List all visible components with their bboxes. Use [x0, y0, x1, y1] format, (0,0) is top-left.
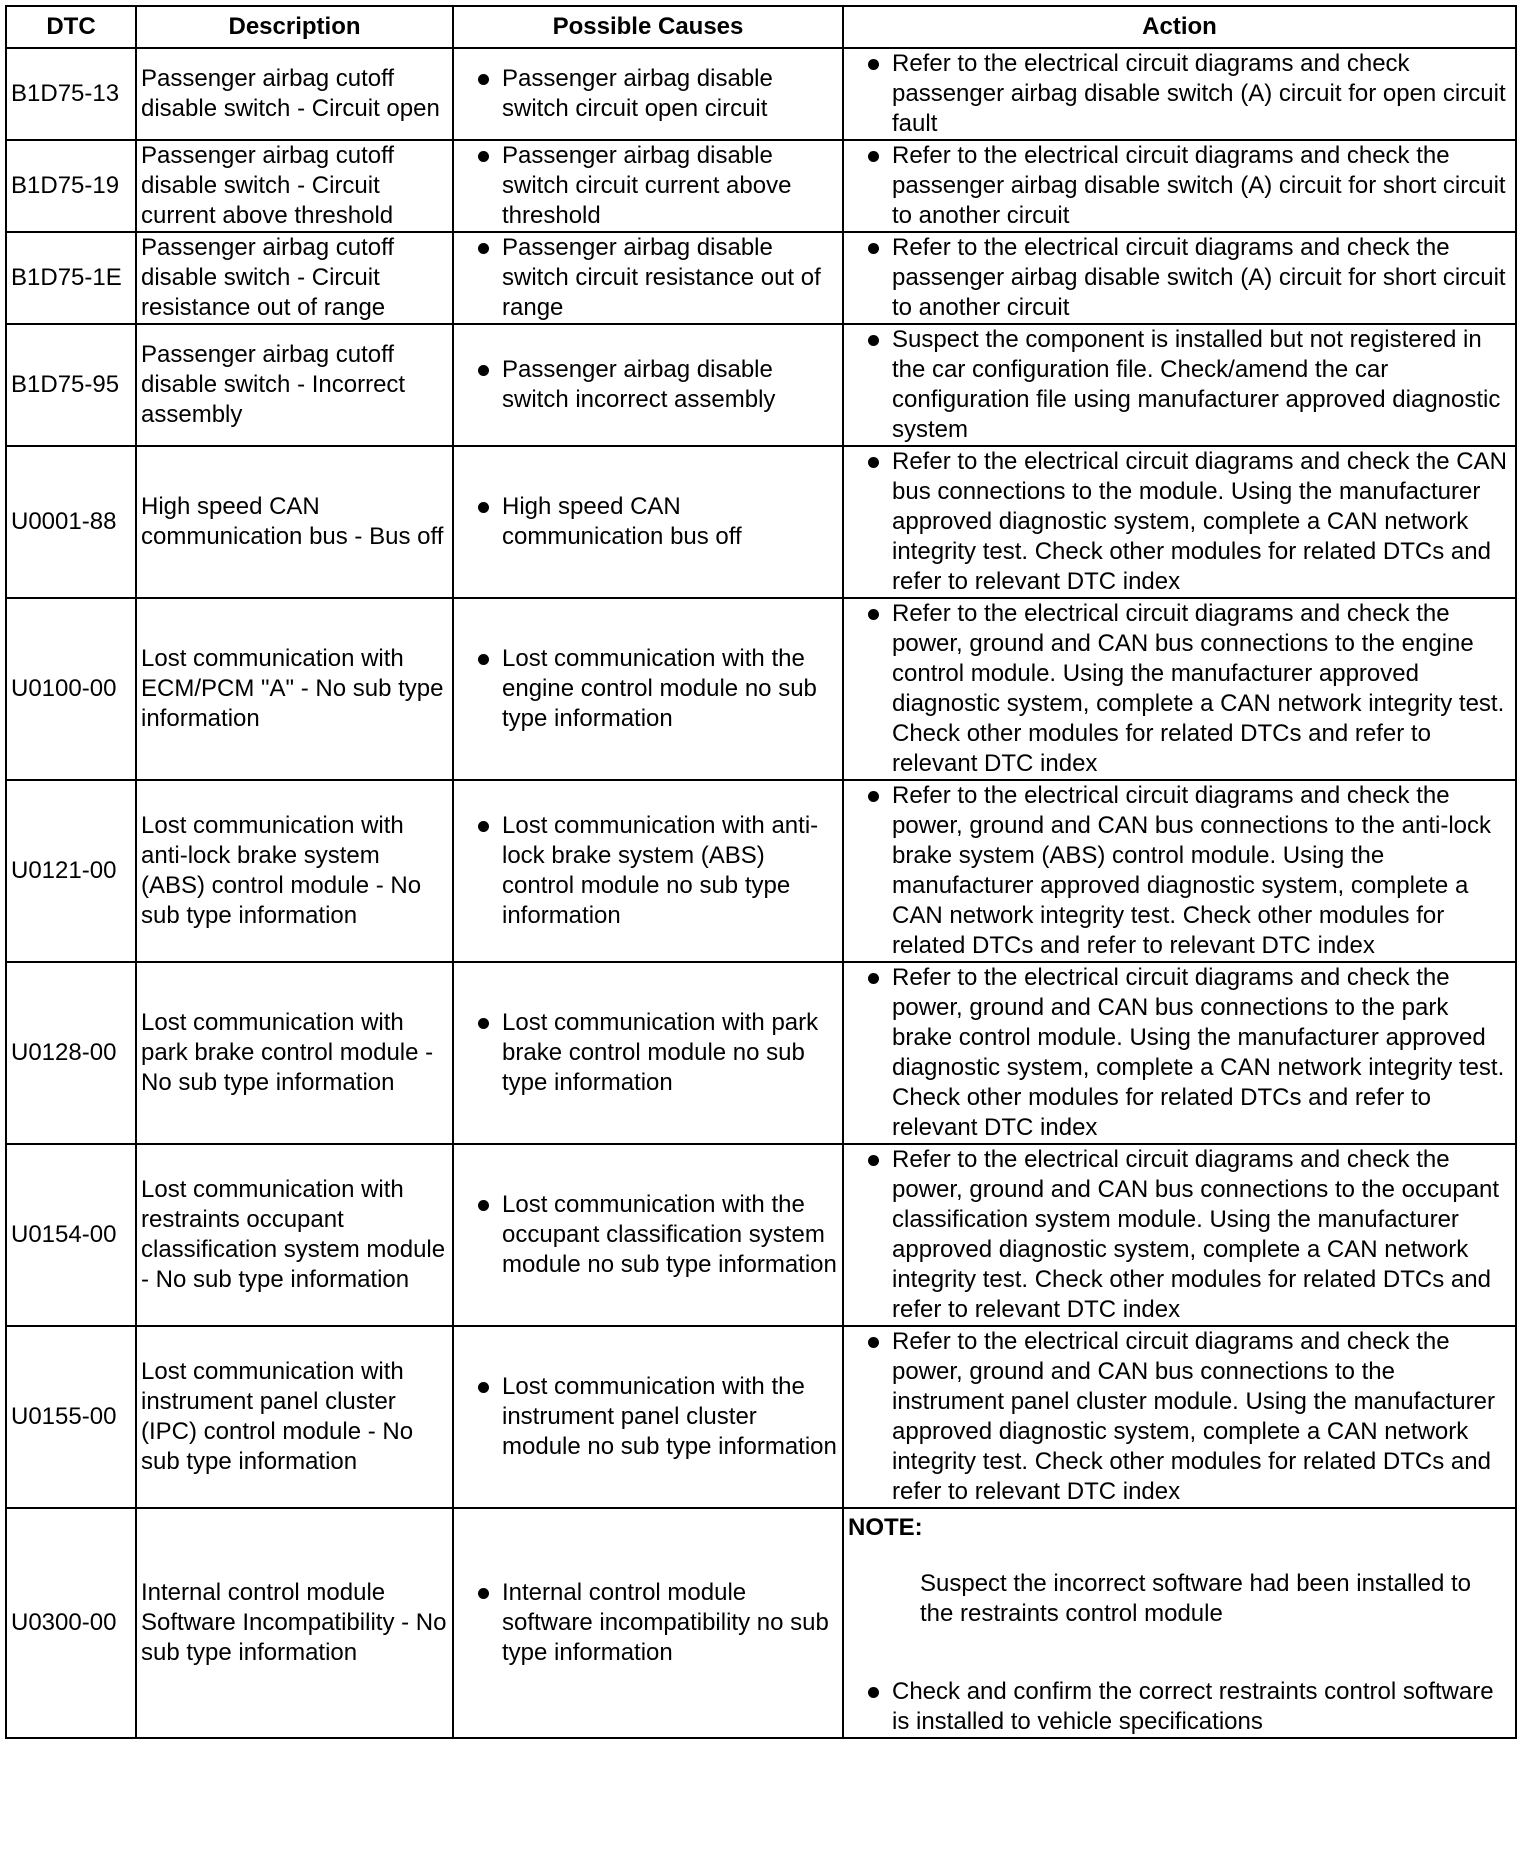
cause-bullet-item [458, 1578, 838, 1668]
cause-text: Passenger airbag disable switch circuit open circuit [502, 65, 773, 122]
cause-bullet-item [458, 141, 838, 231]
bullet-icon [848, 447, 892, 468]
action-bullet-item [848, 781, 1511, 961]
table-row [6, 48, 1516, 140]
note-label: NOTE: [848, 1514, 923, 1541]
action-cell [843, 780, 1516, 962]
action-text: Refer to the electrical circuit diagrams and check the passenger airbag disable switch (A) circuit for short circuit to another circuit [892, 234, 1506, 321]
possible-cause-cell [453, 1144, 843, 1326]
bullet-icon [848, 49, 892, 70]
dtc-code-cell: B1D75-1E [6, 232, 136, 324]
cause-text: Passenger airbag disable switch circuit resistance out of range [502, 234, 821, 321]
possible-cause-cell [453, 780, 843, 962]
table-row [6, 446, 1516, 598]
description-cell: High speed CAN communication bus - Bus off [136, 446, 453, 598]
description-cell: Lost communication with park brake control module - No sub type information [136, 962, 453, 1144]
bullet-icon [458, 1578, 502, 1599]
cause-text: Internal control module software incompatibility no sub type information [502, 1579, 829, 1666]
table-row [6, 232, 1516, 324]
action-bullet-item [848, 233, 1511, 323]
dtc-code-cell: U0100-00 [6, 598, 136, 780]
table-row [6, 1508, 1516, 1738]
dtc-code-cell: U0001-88 [6, 446, 136, 598]
cause-bullet-item [458, 355, 838, 415]
bullet-icon [848, 1327, 892, 1348]
action-bullet-item [848, 1677, 1511, 1737]
action-cell [843, 598, 1516, 780]
description-cell: Passenger airbag cutoff disable switch - Circuit open [136, 48, 453, 140]
table-row [6, 598, 1516, 780]
table-row [6, 1144, 1516, 1326]
dtc-code-cell: U0300-00 [6, 1508, 136, 1738]
header-row [6, 6, 1516, 48]
description-cell: Passenger airbag cutoff disable switch - Circuit current above threshold [136, 140, 453, 232]
action-cell [843, 446, 1516, 598]
bullet-icon [848, 1677, 892, 1698]
dtc-code-cell: B1D75-95 [6, 324, 136, 446]
action-text: Refer to the electrical circuit diagrams and check passenger airbag disable switch (A) circuit for open circuit fault [892, 50, 1506, 137]
dtc-code-cell: B1D75-13 [6, 48, 136, 140]
cause-bullet-item [458, 1372, 838, 1462]
action-bullet-item [848, 599, 1511, 779]
table-row [6, 1326, 1516, 1508]
bullet-icon [458, 355, 502, 376]
action-bullet-item [848, 963, 1511, 1143]
bullet-icon [458, 1372, 502, 1393]
cause-text: High speed CAN communication bus off [502, 493, 742, 550]
bullet-icon [848, 325, 892, 346]
cause-bullet-item [458, 1190, 838, 1280]
action-text: Suspect the component is installed but not registered in the car configuration file. Check/amend the car configuration file using manufacturer approved diagnostic system [892, 326, 1501, 443]
action-cell [843, 232, 1516, 324]
cause-text: Passenger airbag disable switch circuit current above threshold [502, 142, 792, 229]
description-cell: Lost communication with anti-lock brake system (ABS) control module - No sub type information [136, 780, 453, 962]
header-action: Action [843, 6, 1516, 48]
action-text: Refer to the electrical circuit diagrams and check the power, ground and CAN bus connections to the park brake control module. Using the manufacturer approved diagnostic system, complete a CAN network integrity test. Check other modules for related DTCs and refer to relevant DTC index [892, 964, 1505, 1141]
cause-bullet-item [458, 1008, 838, 1098]
description-cell: Passenger airbag cutoff disable switch - Circuit resistance out of range [136, 232, 453, 324]
action-bullet-item [848, 1145, 1511, 1325]
action-cell [843, 1508, 1516, 1738]
bullet-icon [848, 1145, 892, 1166]
action-text: Refer to the electrical circuit diagrams and check the passenger airbag disable switch (A) circuit for short circuit to another circuit [892, 142, 1506, 229]
dtc-code-cell: U0154-00 [6, 1144, 136, 1326]
possible-cause-cell [453, 1326, 843, 1508]
header-description: Description [136, 6, 453, 48]
cause-text: Lost communication with the instrument panel cluster module no sub type information [502, 1373, 837, 1460]
bullet-icon [458, 811, 502, 832]
dtc-code-cell: U0155-00 [6, 1326, 136, 1508]
action-text: Check and confirm the correct restraints control software is installed to vehicle specifications [892, 1678, 1494, 1735]
table-row [6, 324, 1516, 446]
possible-cause-cell [453, 324, 843, 446]
action-bullet-item [848, 141, 1511, 231]
action-text: Refer to the electrical circuit diagrams and check the CAN bus connections to the module. Using the manufacturer approved diagnostic system, complete a CAN network integrity test. Check other modules for related DTCs and refer to relevant DTC index [892, 448, 1507, 595]
bullet-icon [848, 599, 892, 620]
cause-bullet-item [458, 811, 838, 931]
action-cell [843, 140, 1516, 232]
bullet-icon [458, 492, 502, 513]
header-possible-causes: Possible Causes [453, 6, 843, 48]
note-text: Suspect the incorrect software had been installed to the restraints control module [920, 1570, 1471, 1627]
action-bullet-item [848, 447, 1511, 597]
action-text: Refer to the electrical circuit diagrams and check the power, ground and CAN bus connections to the occupant classification system module. Using the manufacturer approved diagnostic system, complete a CAN network integrity test. Check other modules for related DTCs and refer to relevant DTC index [892, 1146, 1500, 1323]
action-cell [843, 1326, 1516, 1508]
bullet-icon [848, 963, 892, 984]
table-row [6, 140, 1516, 232]
cause-bullet-item [458, 492, 838, 552]
cause-text: Lost communication with park brake control module no sub type information [502, 1009, 819, 1096]
bullet-icon [458, 141, 502, 162]
description-cell: Lost communication with ECM/PCM "A" - No sub type information [136, 598, 453, 780]
dtc-code-cell: U0121-00 [6, 780, 136, 962]
cause-bullet-item [458, 233, 838, 323]
table-row [6, 962, 1516, 1144]
bullet-icon [458, 1008, 502, 1029]
table-row [6, 780, 1516, 962]
cause-bullet-item [458, 64, 838, 124]
action-bullet-item [848, 325, 1511, 445]
possible-cause-cell [453, 446, 843, 598]
action-cell [843, 324, 1516, 446]
action-cell [843, 1144, 1516, 1326]
bullet-icon [458, 64, 502, 85]
description-cell: Internal control module Software Incompatibility - No sub type information [136, 1508, 453, 1738]
action-cell [843, 962, 1516, 1144]
dtc-code-cell: B1D75-19 [6, 140, 136, 232]
possible-cause-cell [453, 962, 843, 1144]
possible-cause-cell [453, 140, 843, 232]
action-text: Refer to the electrical circuit diagrams and check the power, ground and CAN bus connections to the anti-lock brake system (ABS) control module. Using the manufacturer approved diagnostic system, complete a CAN network integrity test. Check other modules for related DTCs and refer to relevant DTC index [892, 782, 1492, 959]
dtc-table-container [5, 5, 1515, 1855]
bullet-icon [848, 233, 892, 254]
possible-cause-cell [453, 48, 843, 140]
possible-cause-cell [453, 1508, 843, 1738]
description-cell: Lost communication with restraints occupant classification system module - No sub type information [136, 1144, 453, 1326]
cause-text: Lost communication with anti-lock brake system (ABS) control module no sub type information [502, 812, 819, 929]
description-cell: Passenger airbag cutoff disable switch - Incorrect assembly [136, 324, 453, 446]
header-dtc: DTC [6, 6, 136, 48]
cause-text: Lost communication with the engine control module no sub type information [502, 645, 817, 732]
bullet-icon [458, 644, 502, 665]
possible-cause-cell [453, 232, 843, 324]
bullet-icon [848, 141, 892, 162]
description-cell: Lost communication with instrument panel cluster (IPC) control module - No sub type information [136, 1326, 453, 1508]
action-text: Refer to the electrical circuit diagrams and check the power, ground and CAN bus connections to the instrument panel cluster module. Using the manufacturer approved diagnostic system, complete a CAN network integrity test. Check other modules for related DTCs and refer to relevant DTC index [892, 1328, 1495, 1505]
action-bullet-item [848, 49, 1511, 139]
cause-text: Lost communication with the occupant classification system module no sub type information [502, 1191, 837, 1278]
bullet-icon [458, 233, 502, 254]
cause-text: Passenger airbag disable switch incorrect assembly [502, 356, 776, 413]
action-text: Refer to the electrical circuit diagrams and check the power, ground and CAN bus connections to the engine control module. Using the manufacturer approved diagnostic system, complete a CAN network integrity test. Check other modules for related DTCs and refer to relevant DTC index [892, 600, 1505, 777]
action-cell [843, 48, 1516, 140]
bullet-icon [458, 1190, 502, 1211]
dtc-code-cell: U0128-00 [6, 962, 136, 1144]
possible-cause-cell [453, 598, 843, 780]
table-body [6, 48, 1516, 1738]
cause-bullet-item [458, 644, 838, 734]
action-bullet-item [848, 1327, 1511, 1507]
dtc-table [5, 5, 1517, 1739]
bullet-icon [848, 781, 892, 802]
